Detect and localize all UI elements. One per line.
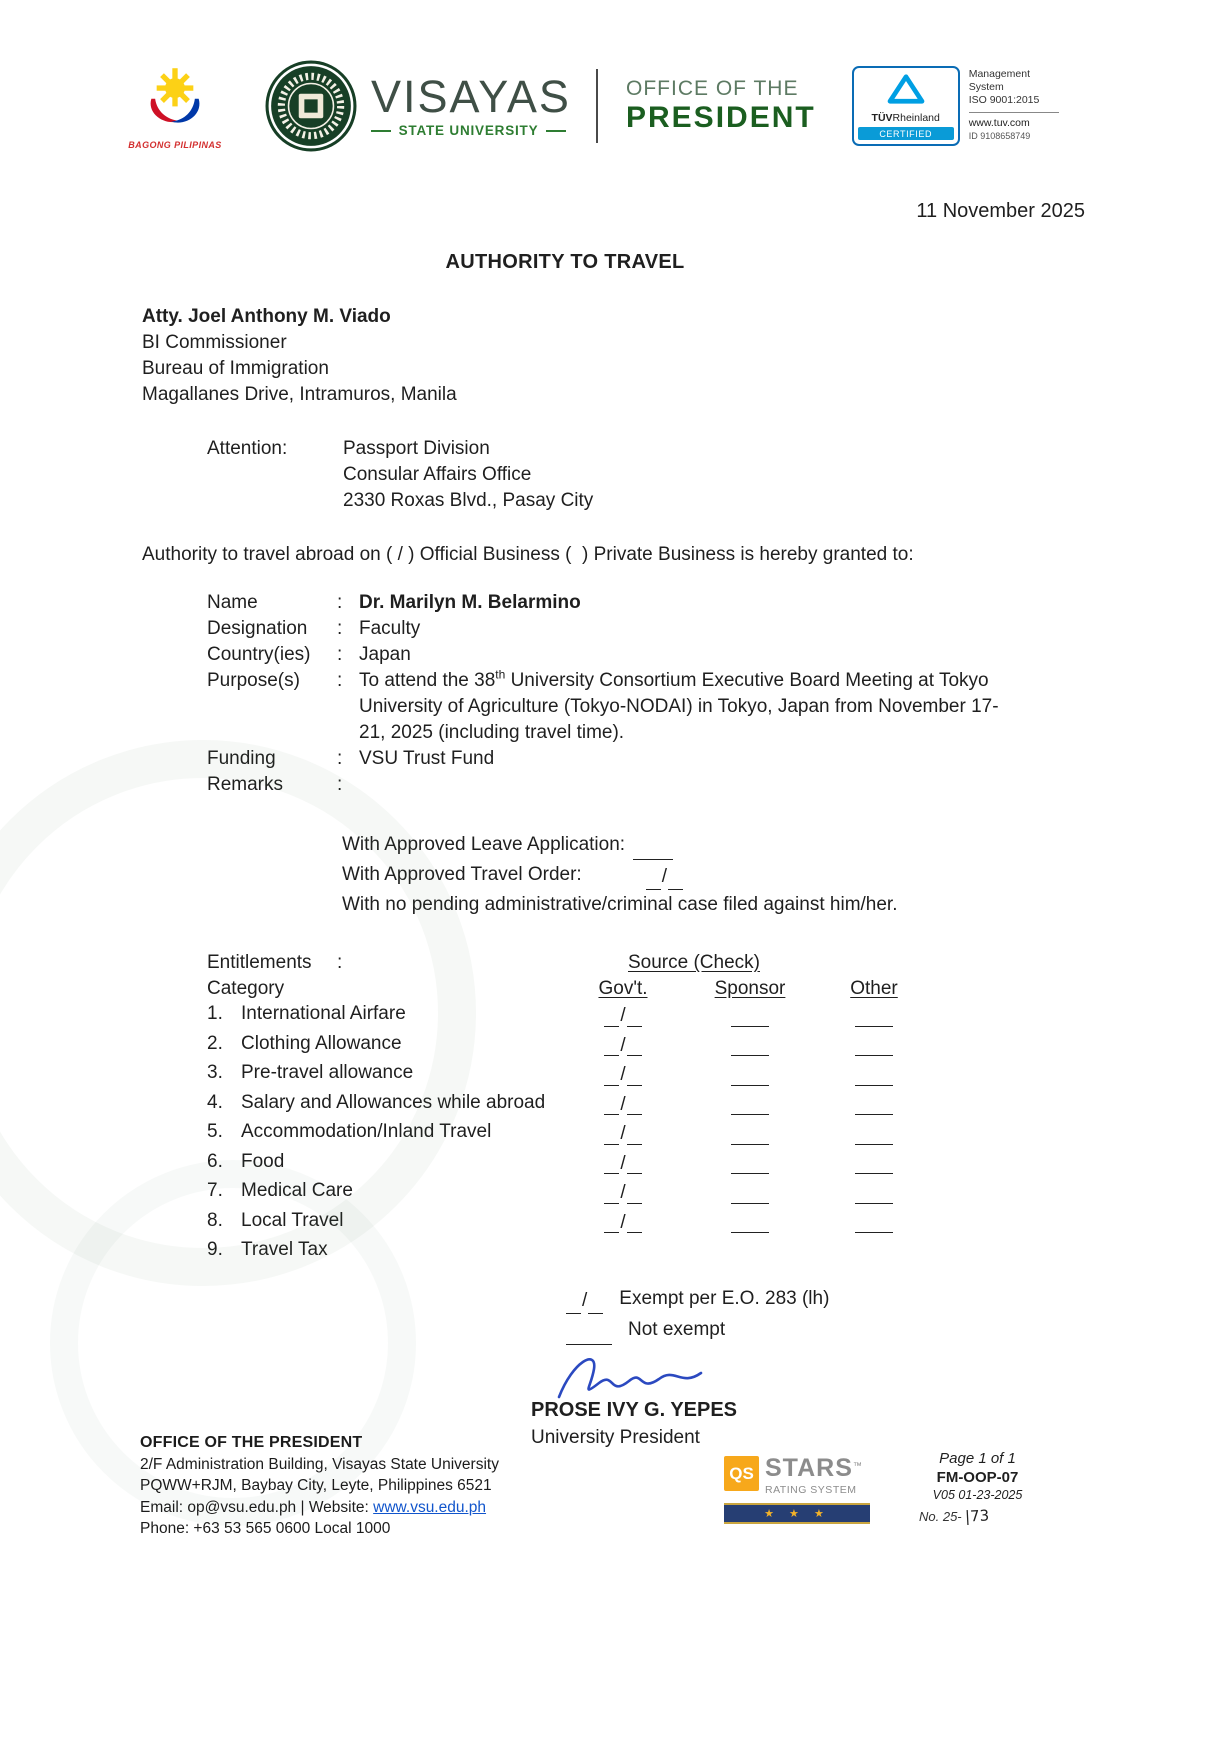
other-blank (821, 1001, 927, 1031)
addressee-line: Magallanes Drive, Intramuros, Manila (142, 384, 457, 405)
colon: : (337, 644, 343, 665)
tuv-brand (858, 112, 954, 124)
page-number: Page 1 of 1 (939, 1450, 1016, 1467)
leave-application-line (342, 830, 1227, 860)
entitlements-table (207, 950, 1227, 1263)
entitlement-category: 2. Clothing Allowance (207, 1032, 402, 1054)
colon: : (337, 748, 343, 769)
entitlement-category: 1. International Airfare (207, 1003, 406, 1024)
check-mark: / (566, 1283, 603, 1314)
university-subtitle: STATE UNIVERSITY (371, 123, 566, 138)
detail-label: Funding (207, 748, 276, 769)
footer-email-line (140, 1497, 499, 1519)
govt-check: / (567, 1090, 679, 1120)
addressee-line: Bureau of Immigration (142, 358, 329, 379)
other-blank (821, 1031, 927, 1061)
signature-block (531, 1399, 851, 1449)
header-divider (596, 69, 598, 143)
addressee-block (142, 304, 1227, 408)
govt-column-header: Gov't. (598, 977, 648, 999)
signatory-title: University President (531, 1426, 700, 1448)
grant-sentence: Authority to travel abroad on ( / ) Official Business ( ) Private Business is hereby granted to: (142, 544, 914, 565)
website-link[interactable]: www.vsu.edu.ph (373, 1498, 487, 1516)
other-blank (821, 1060, 927, 1090)
tuv-brand-rest: Rheinland (892, 112, 940, 124)
handwritten-number: |73 (964, 1506, 990, 1526)
traveler-name: Dr. Marilyn M. Belarmino (359, 592, 581, 613)
document-date: 11 November 2025 (916, 200, 1085, 222)
footer-address-line: 2/F Administration Building, Visayas State University (140, 1455, 499, 1473)
attention-line: 2330 Roxas Blvd., Pasay City (343, 490, 594, 511)
tuv-cert-id: ID 9108658749 (968, 130, 1031, 141)
detail-row-name (207, 590, 1227, 616)
funding-value: VSU Trust Fund (359, 748, 495, 769)
purpose-value (359, 668, 1014, 746)
detail-row-purpose (207, 668, 1227, 746)
other-blank (821, 1208, 927, 1238)
control-number: No. 25- |73 (919, 1506, 990, 1526)
category-header: Category (207, 977, 285, 999)
detail-row-designation (207, 616, 1227, 642)
sponsor-blank (679, 1119, 821, 1149)
govt-check: / (567, 1060, 679, 1090)
other-column-header: Other (850, 977, 898, 999)
addressee-line: BI Commissioner (142, 332, 287, 353)
detail-row-country (207, 642, 1227, 668)
sponsor-column-header: Sponsor (714, 977, 786, 999)
qs-stars-row: ★ ★ ★ (724, 1503, 870, 1524)
slash: / (661, 866, 667, 887)
university-wordmark (371, 71, 571, 138)
attention-line: Consular Affairs Office (343, 464, 532, 485)
form-meta-block (905, 1450, 1050, 1525)
other-blank (821, 1178, 927, 1208)
tuv-url: www.tuv.com (968, 117, 1030, 130)
entitlement-category: 9. Travel Tax (207, 1239, 328, 1260)
qs-stars-label: STARS (765, 1454, 853, 1482)
govt-check: / (567, 1119, 679, 1149)
purpose-text: To attend the 38 (359, 670, 496, 691)
other-blank (821, 1149, 927, 1179)
tuv-certification-badge (852, 66, 1059, 146)
exempt-line (566, 1283, 1227, 1314)
sponsor-blank (679, 1001, 821, 1031)
email-text: Email: op@vsu.edu.ph | Website: (140, 1498, 374, 1516)
govt-check: / (567, 1178, 679, 1208)
govt-check: / (567, 1001, 679, 1031)
footer-phone-line: Phone: +63 53 565 0600 Local 1000 (140, 1520, 391, 1537)
footer-address-line: PQWW+RJM, Baybay City, Leyte, Philippines 6521 (140, 1477, 492, 1494)
country-value: Japan (359, 644, 411, 665)
other-blank (821, 1119, 927, 1149)
colon: : (337, 618, 343, 639)
travel-order-label: With Approved Travel Order: (342, 864, 582, 885)
designation-value: Faculty (359, 618, 421, 639)
vsu-seal-icon (265, 60, 357, 152)
colon: : (337, 952, 343, 973)
entitlement-category: 3. Pre-travel allowance (207, 1062, 414, 1083)
footer-office: OFFICE OF THE PRESIDENT (140, 1434, 363, 1451)
attention-block (207, 436, 1227, 514)
source-check-header: Source (Check) (628, 952, 760, 973)
sponsor-blank (679, 1149, 821, 1179)
qs-trademark: ™ (852, 1460, 862, 1471)
letterhead (125, 50, 1167, 162)
qs-logo-icon: QS (724, 1456, 759, 1491)
tuv-divider (969, 112, 1059, 113)
sponsor-blank (679, 1090, 821, 1120)
form-version: V05 01-23-2025 (932, 1488, 1023, 1502)
tuv-mgmt-line1: Management (968, 68, 1030, 80)
traveler-details (207, 590, 1227, 798)
detail-label: Remarks (207, 774, 284, 795)
qs-rating-label: RATING SYSTEM (765, 1484, 857, 1496)
sponsor-blank (679, 1178, 821, 1208)
colon: : (337, 670, 343, 691)
travel-order-line (342, 860, 1227, 890)
purpose-text: University Consortium Executive Board Meeting at Tokyo University of Agriculture (Tokyo-NODAI) in Tokyo, Japan from November 17-21, 2025 (including travel time). (359, 670, 999, 743)
govt-check: / (567, 1149, 679, 1179)
remarks-value (359, 772, 1014, 798)
sponsor-blank (679, 1060, 821, 1090)
entitlement-category: 6. Food (207, 1150, 285, 1172)
bagong-pilipinas-logo (125, 63, 225, 150)
detail-label: Purpose(s) (207, 670, 300, 691)
entitlement-category: 5. Accommodation/Inland Travel (207, 1121, 492, 1142)
govt-check: / (567, 1031, 679, 1061)
document-title: AUTHORITY TO TRAVEL (445, 251, 685, 273)
detail-label: Name (207, 592, 258, 613)
ordinal-suffix: th (495, 667, 506, 682)
detail-label: Country(ies) (207, 644, 311, 665)
attention-line: Passport Division (343, 438, 490, 459)
attention-lines (343, 436, 593, 514)
detail-label: Designation (207, 618, 308, 639)
exemption-block (566, 1283, 1227, 1345)
colon: : (337, 592, 343, 613)
tuv-logo-box (852, 66, 960, 146)
entitlement-category: 8. Local Travel (207, 1209, 344, 1231)
sponsor-blank (679, 1208, 821, 1238)
tuv-iso: ISO 9001:2015 (968, 94, 1040, 107)
office-line1: OFFICE OF THE (626, 76, 799, 100)
form-code: FM-OOP-07 (936, 1469, 1019, 1486)
detail-row-remarks (207, 772, 1227, 798)
tuv-triangle-icon (884, 73, 928, 105)
leave-label: With Approved Leave Application: (342, 834, 626, 855)
bagong-pilipinas-label: BAGONG PILIPINAS (128, 139, 222, 150)
entitlement-category: 7. Medical Care (207, 1180, 353, 1201)
qs-stars-badge (724, 1456, 870, 1524)
colon: : (337, 774, 343, 795)
footer-contact-block (140, 1432, 499, 1540)
other-blank (821, 1090, 927, 1120)
tuv-details (969, 66, 1059, 142)
detail-row-funding (207, 746, 1227, 772)
approvals-block (342, 830, 1227, 920)
tuv-certified-label: CERTIFIED (858, 127, 954, 140)
addressee-name: Atty. Joel Anthony M. Viado (142, 306, 391, 327)
check-mark (646, 860, 683, 890)
tuv-mgmt-line2: System (968, 81, 1004, 94)
not-exempt-label: Not exempt (628, 1318, 726, 1340)
office-line2: PRESIDENT (626, 100, 816, 134)
office-title-block (626, 77, 816, 136)
entitlement-category: 4. Salary and Allowances while abroad (207, 1091, 546, 1113)
attention-label: Attention: (207, 438, 288, 459)
signatory-name: PROSE IVY G. YEPES (531, 1398, 738, 1421)
no-pending-line: With no pending administrative/criminal case filed against him/her. (342, 894, 898, 915)
bagong-sun-icon (133, 63, 217, 133)
university-name: VISAYAS (371, 71, 571, 122)
tuv-brand-bold: TÜV (871, 112, 893, 124)
exempt-label: Exempt per E.O. 283 (lh) (619, 1287, 830, 1309)
blank-line (633, 844, 673, 860)
entitlements-header: Entitlements : (207, 952, 343, 973)
sponsor-blank (679, 1031, 821, 1061)
govt-check: / (567, 1208, 679, 1238)
vsu-seal-logo (265, 60, 357, 152)
